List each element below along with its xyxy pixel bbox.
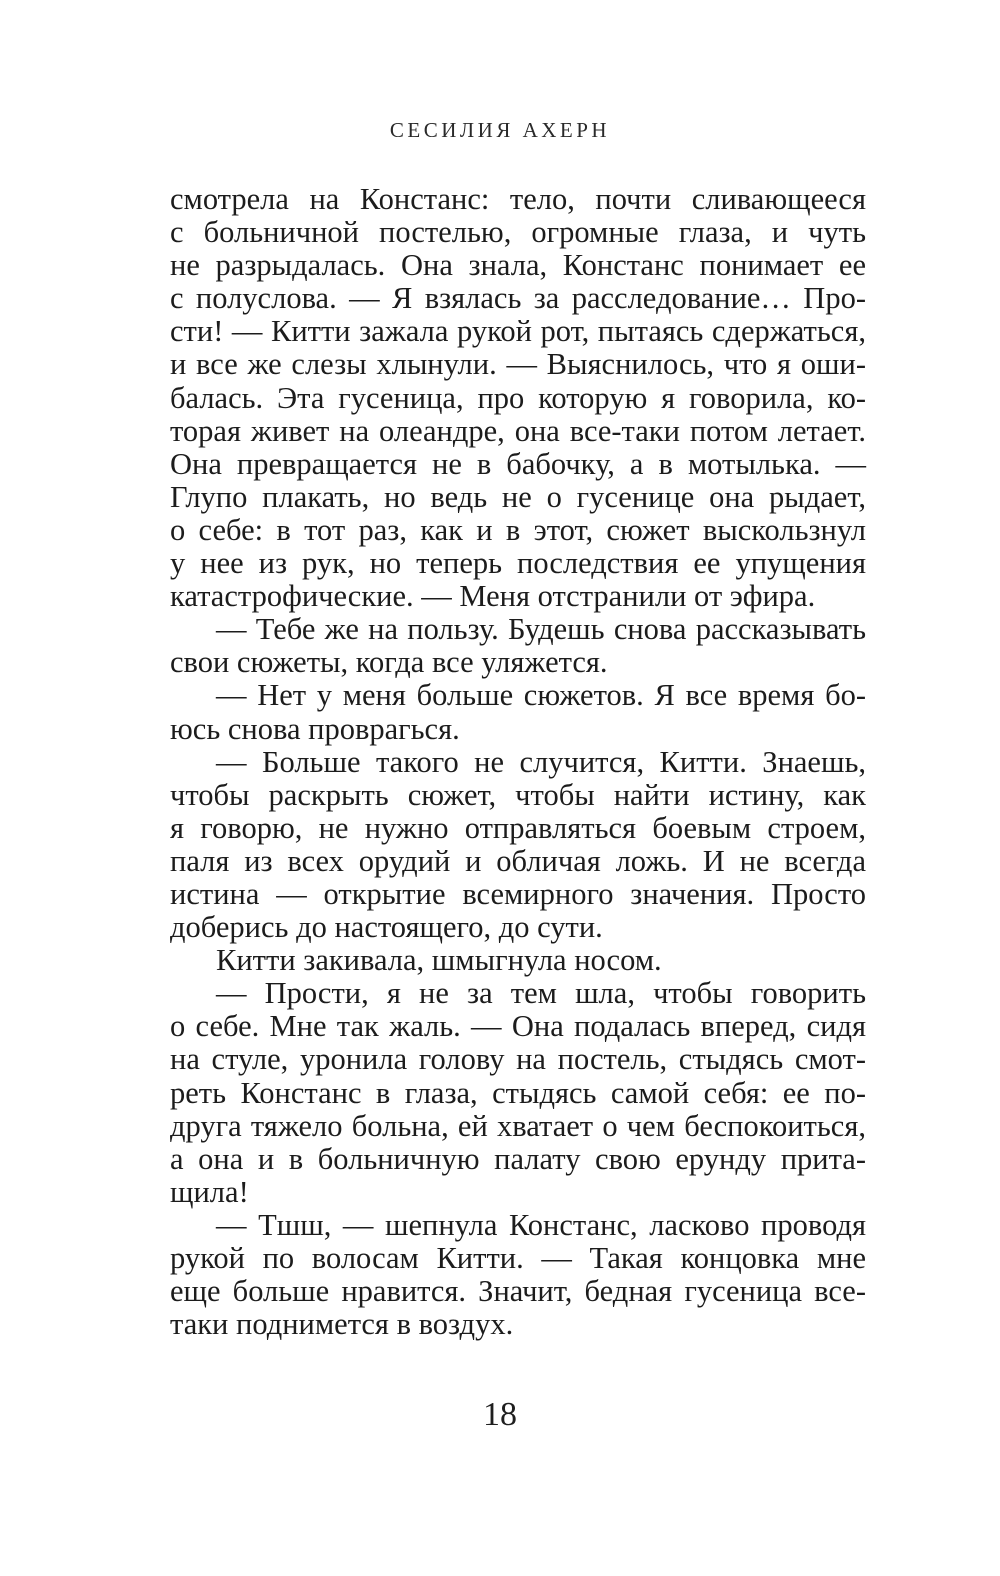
text-line: — Прости, я не за тем шла, чтобы говорить xyxy=(216,976,866,1011)
text-line: о себе. Мне так жаль. — Она подалась вперед, сидя xyxy=(170,1009,866,1044)
text-line: — Тшш, — шепнула Констанс, ласково проводя xyxy=(216,1207,866,1242)
text-line: торая живет на олеандре, она все-таки потом летает. xyxy=(170,413,866,448)
text-line: и все же слезы хлынули. — Выяснилось, что я оши- xyxy=(170,347,866,382)
text-line: чтобы раскрыть сюжет, чтобы найти истину, как xyxy=(170,777,866,812)
text-line: с больничной постелью, огромные глаза, и чуть xyxy=(170,215,866,250)
text-line: а она и в больничную палату свою ерунду прита- xyxy=(170,1141,866,1176)
text-line: о себе: в тот раз, как и в этот, сюжет выскользнул xyxy=(170,512,866,547)
text-line: — Тебе же на пользу. Будешь снова рассказывать xyxy=(216,612,866,647)
body-text xyxy=(170,183,866,1341)
text-line: у нее из рук, но теперь последствия ее упущения xyxy=(170,546,866,581)
text-line: паля из всех орудий и обличая ложь. И не всегда xyxy=(170,843,866,878)
text-line: я говорю, не нужно отправляться боевым строем, xyxy=(170,810,866,845)
text-line: — Нет у меня больше сюжетов. Я все время бо- xyxy=(216,678,866,713)
text-line: таки поднимется в воздух. xyxy=(170,1307,514,1342)
text-line: друга тяжело больна, ей хватает о чем беспокоиться, xyxy=(170,1108,866,1143)
text-line: рукой по волосам Китти. — Такая концовка мне xyxy=(170,1241,866,1275)
text-line: Она превращается не в бабочку, а в мотылька. — xyxy=(170,446,866,481)
text-line: балась. Эта гусеница, про которую я говорила, ко- xyxy=(170,380,866,415)
text-line: Глупо плакать, но ведь не о гусенице она рыдает, xyxy=(170,479,866,514)
text-line: доберись до настоящего, до сути. xyxy=(170,910,603,945)
text-line: смотрела на Констанс: тело, почти сливающееся xyxy=(170,182,866,216)
text-line: еще больше нравится. Значит, бедная гусеница все- xyxy=(170,1274,866,1309)
text-line: с полуслова. — Я взялась за расследование… Про- xyxy=(170,281,866,316)
text-line: — Больше такого не случится, Китти. Знаешь, xyxy=(216,744,866,779)
text-line: реть Констанс в глаза, стыдясь самой себя: ее по- xyxy=(170,1075,866,1110)
text-line: юсь снова проврагься. xyxy=(170,711,460,746)
text-line: не разрыдалась. Она знала, Констанс понимает ее xyxy=(170,248,866,283)
page-number: 18 xyxy=(483,1396,517,1433)
text-line: истина — открытие всемирного значения. Просто xyxy=(170,876,866,911)
text-line: свои сюжеты, когда все уляжется. xyxy=(170,645,608,680)
text-line: Китти закивала, шмыгнула носом. xyxy=(216,943,662,978)
text-line: катастрофические. — Меня отстранили от эфира. xyxy=(170,579,816,614)
running-header: СЕСИЛИЯ АХЕРН xyxy=(389,118,611,142)
text-line: щила! xyxy=(170,1174,249,1209)
text-line: на стуле, уронила голову на постель, стыдясь смот- xyxy=(170,1042,866,1077)
text-line: сти! — Китти зажала рукой рот, пытаясь сдержаться, xyxy=(170,314,866,349)
